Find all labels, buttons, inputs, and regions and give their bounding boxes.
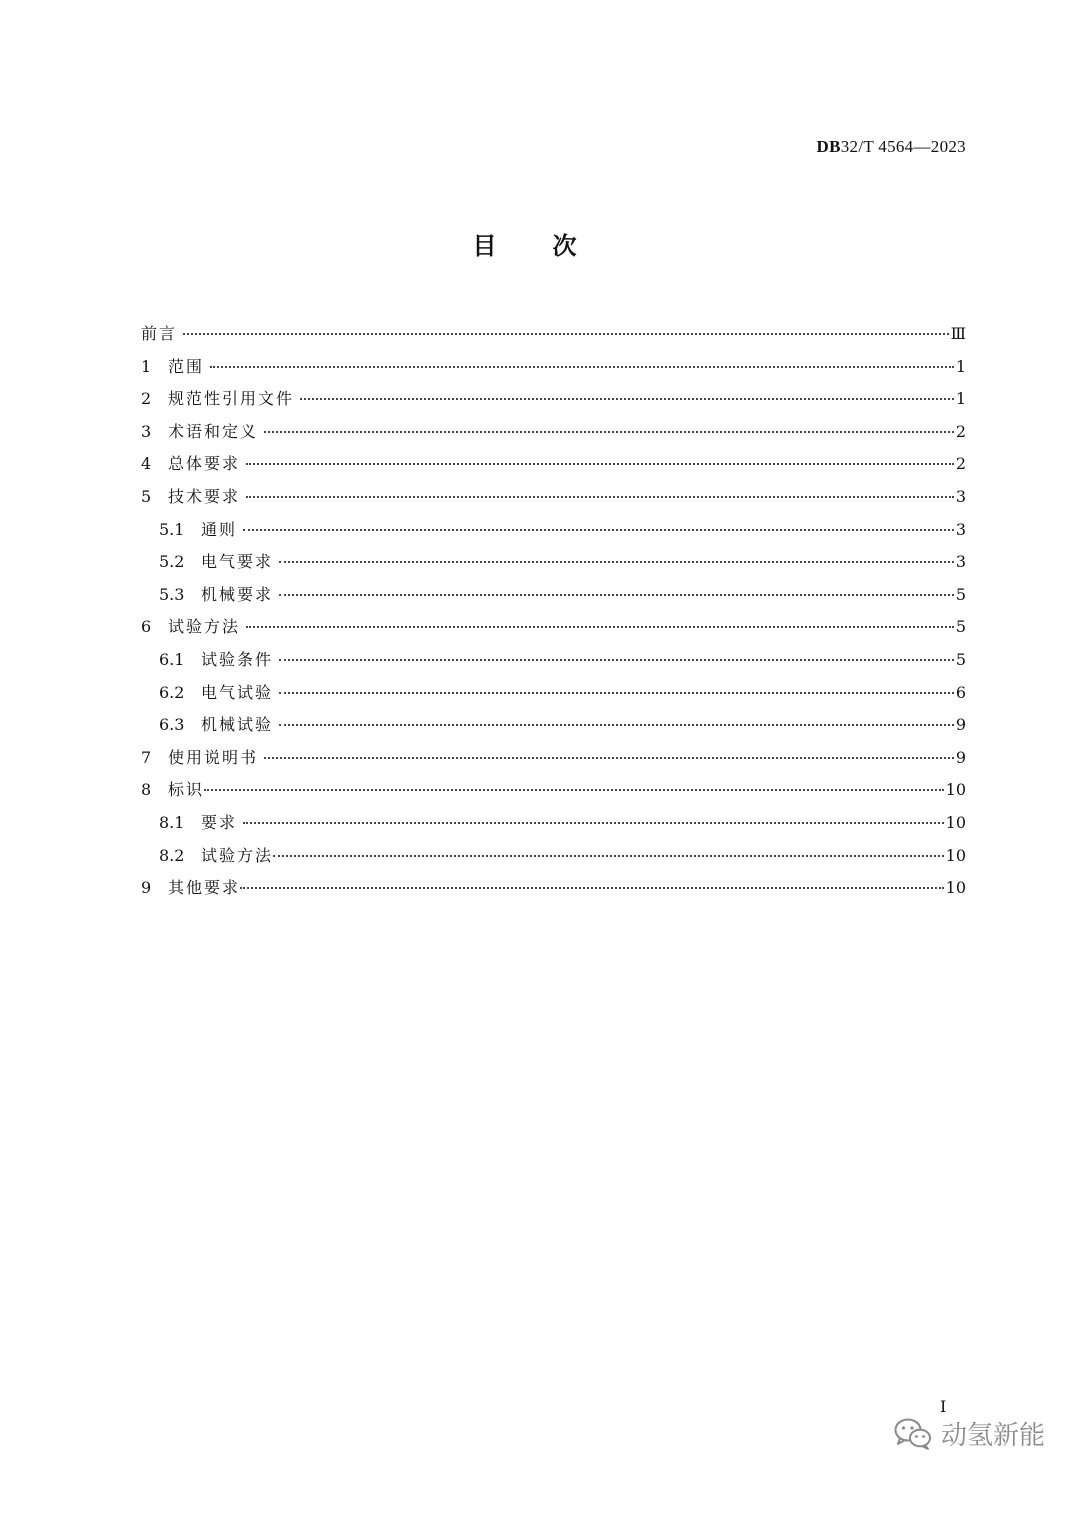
toc-dot-leader [183, 333, 949, 335]
toc-entry [141, 611, 966, 644]
toc-dot-leader [273, 855, 944, 857]
toc-entry-number: 6.2 [159, 682, 185, 702]
standard-code-number: 32/T 4564—2023 [840, 137, 966, 156]
toc-entry-page: 5 [955, 649, 966, 669]
toc-entry [141, 481, 966, 514]
toc-entry-page: 3 [955, 486, 966, 506]
toc-entry-page: 1 [955, 356, 966, 376]
toc-dot-leader [243, 822, 944, 824]
toc-entry [141, 677, 966, 710]
toc-entry-label: 通则 [201, 519, 238, 539]
toc-dot-leader [279, 724, 954, 726]
toc-entry-page: 3 [955, 552, 966, 572]
toc-entry-page: 3 [955, 519, 966, 539]
toc-dot-leader [279, 594, 954, 596]
toc-entry-number: 8.1 [159, 812, 185, 832]
toc-dot-leader [204, 789, 944, 791]
toc-dot-leader [240, 887, 944, 889]
toc-entry-label: 机械要求 [201, 584, 274, 604]
toc-dot-leader [279, 692, 954, 694]
toc-entry-page: 5 [955, 617, 966, 637]
toc-entry [141, 579, 966, 612]
toc-dot-leader [210, 366, 954, 368]
toc-entry-page: 2 [955, 421, 966, 441]
toc-entry [141, 709, 966, 742]
watermark [893, 1415, 1045, 1452]
toc-entry [141, 807, 966, 840]
toc-entry-page: Ⅲ [950, 324, 966, 343]
toc-entry-number: 3 [141, 421, 152, 441]
toc-dot-leader [264, 757, 954, 759]
standard-code [817, 137, 966, 157]
toc-dot-leader [279, 561, 954, 563]
toc-entry [141, 546, 966, 579]
wechat-icon [893, 1417, 933, 1451]
toc-entry [141, 351, 966, 384]
toc-entry [141, 318, 966, 351]
toc-dot-leader [243, 529, 954, 531]
toc-entry-label: 试验方法 [201, 845, 274, 865]
toc-entry-label: 总体要求 [168, 454, 241, 474]
toc-entry [141, 872, 966, 905]
toc-entry-label: 使用说明书 [168, 747, 259, 767]
toc-entry-page: 10 [945, 878, 966, 898]
toc-entry-page: 10 [945, 780, 966, 800]
toc-entry-number: 8 [141, 780, 152, 800]
toc-title: 目次 [472, 232, 633, 260]
toc-entry-label: 术语和定义 [168, 421, 259, 441]
toc-entry [141, 383, 966, 416]
toc-dot-leader [279, 659, 954, 661]
toc-entry-label: 标识 [168, 780, 205, 800]
toc-entry-page: 10 [945, 845, 966, 865]
toc-entry [141, 448, 966, 481]
toc-entry-label: 试验方法 [168, 617, 241, 637]
toc-entry-number: 5.1 [159, 519, 185, 539]
toc-entry [141, 774, 966, 807]
toc-entry-number: 6 [141, 617, 152, 637]
table-of-contents [141, 318, 966, 905]
toc-entry-number: 4 [141, 454, 152, 474]
toc-dot-leader [246, 463, 954, 465]
toc-entry-number: 5.2 [159, 552, 185, 572]
toc-entry [141, 840, 966, 873]
toc-dot-leader [246, 626, 954, 628]
toc-entry-label: 其他要求 [168, 878, 241, 898]
toc-entry [141, 742, 966, 775]
toc-entry-page: 9 [955, 715, 966, 735]
toc-entry-number: 5 [141, 486, 152, 506]
toc-entry-label: 规范性引用文件 [168, 389, 295, 409]
toc-entry-number: 8.2 [159, 845, 185, 865]
toc-entry-page: 5 [955, 584, 966, 604]
toc-entry-number: 1 [141, 356, 152, 376]
toc-entry-label: 电气试验 [201, 682, 274, 702]
toc-entry [141, 416, 966, 449]
toc-entry [141, 514, 966, 547]
toc-entry-page: 6 [955, 682, 966, 702]
toc-entry-number: 7 [141, 747, 152, 767]
toc-entry-label: 范围 [168, 356, 205, 376]
toc-dot-leader [300, 398, 954, 400]
watermark-text: 动氢新能 [941, 1421, 1046, 1451]
toc-entry-number: 5.3 [159, 584, 185, 604]
toc-dot-leader [264, 431, 954, 433]
toc-entry-page: 9 [955, 747, 966, 767]
toc-entry-label: 前言 [141, 324, 178, 343]
page-number: I [940, 1397, 947, 1416]
toc-entry-label: 技术要求 [168, 486, 241, 506]
toc-entry-page: 10 [945, 812, 966, 832]
toc-dot-leader [246, 496, 954, 498]
toc-entry-page: 1 [955, 389, 966, 409]
toc-entry-number: 6.3 [159, 715, 185, 735]
toc-entry [141, 644, 966, 677]
standard-code-prefix: DB [816, 137, 841, 156]
toc-entry-label: 电气要求 [201, 552, 274, 572]
toc-entry-number: 6.1 [159, 649, 185, 669]
toc-entry-label: 机械试验 [201, 715, 274, 735]
toc-entry-label: 要求 [201, 812, 238, 832]
toc-entry-number: 2 [141, 389, 152, 409]
toc-entry-label: 试验条件 [201, 649, 274, 669]
toc-entry-number: 9 [141, 878, 152, 898]
toc-entry-page: 2 [955, 454, 966, 474]
